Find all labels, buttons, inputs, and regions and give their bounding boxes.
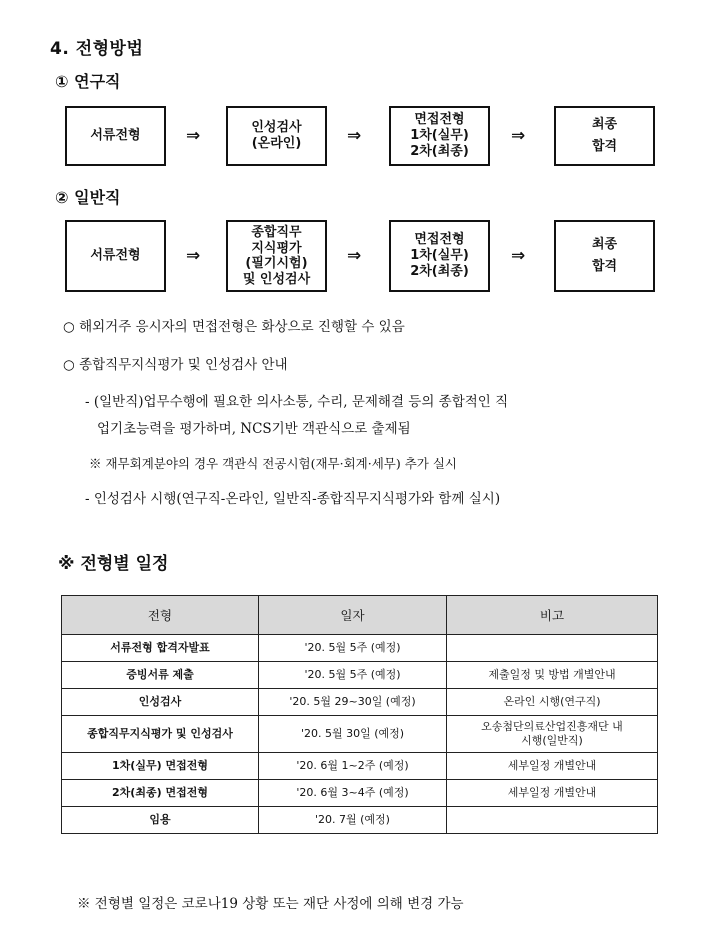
note-cell: 세부일정 개별안내	[447, 780, 658, 807]
note-cell: 세부일정 개별안내	[447, 753, 658, 780]
table-row	[62, 662, 658, 689]
note-cell: 제출일정 및 방법 개별안내	[447, 662, 658, 689]
note-general-desc-1: - (일반직)업무수행에 필요한 의사소통, 수리, 문제해결 등의 종합적인 직	[85, 394, 509, 410]
note-test-guide: ○ 종합직무지식평가 및 인성검사 안내	[63, 357, 288, 373]
arrow-icon: ⇒	[186, 126, 201, 146]
date-cell: '20. 5월 30일 (예정)	[259, 716, 447, 753]
table-row	[62, 780, 658, 807]
research-step-personality: 인성검사 (온라인)	[226, 106, 327, 166]
table-row	[62, 689, 658, 716]
date-cell: '20. 5월 29~30일 (예정)	[259, 689, 447, 716]
arrow-icon: ⇒	[347, 246, 362, 266]
note-finance: ※ 재무회계분야의 경우 객관식 전공시험(재무·회계·세무) 추가 실시	[89, 456, 457, 471]
stage-cell: 인성검사	[62, 689, 259, 716]
general-step-document: 서류전형	[65, 220, 166, 292]
schedule-table	[61, 595, 658, 834]
research-heading: ① 연구직	[55, 72, 121, 91]
date-cell: '20. 5월 5주 (예정)	[259, 662, 447, 689]
stage-cell: 임용	[62, 807, 259, 834]
arrow-icon: ⇒	[511, 126, 526, 146]
research-step-interview: 면접전형 1차(실무) 2차(최종)	[389, 106, 490, 166]
note-general-desc-2: 업기초능력을 평가하며, NCS기반 객관식으로 출제됨	[97, 421, 411, 437]
column-header: 전형	[62, 596, 259, 635]
stage-cell: 2차(최종) 면접전형	[62, 780, 259, 807]
date-cell: '20. 7월 (예정)	[259, 807, 447, 834]
column-header: 일자	[259, 596, 447, 635]
arrow-icon: ⇒	[511, 246, 526, 266]
general-heading: ② 일반직	[55, 188, 121, 207]
table-header-row	[62, 596, 658, 635]
table-row	[62, 807, 658, 834]
section-title: 4. 전형방법	[50, 39, 144, 59]
schedule-footnote: ※ 전형별 일정은 코로나19 상황 또는 재단 사정에 의해 변경 가능	[77, 896, 464, 912]
note-personality: - 인성검사 시행(연구직-온라인, 일반직-종합직무지식평가와 함께 실시)	[85, 491, 501, 507]
column-header: 비고	[447, 596, 658, 635]
table-row	[62, 716, 658, 753]
arrow-icon: ⇒	[347, 126, 362, 146]
note-cell	[447, 635, 658, 662]
date-cell: '20. 5월 5주 (예정)	[259, 635, 447, 662]
note-cell: 오송첨단의료산업진흥재단 내 시행(일반직)	[447, 716, 658, 753]
general-step-written-test: 종합직무 지식평가 (필기시험) 및 인성검사	[226, 220, 327, 292]
stage-cell: 1차(실무) 면접전형	[62, 753, 259, 780]
schedule-heading: ※ 전형별 일정	[58, 554, 169, 574]
stage-cell: 서류전형 합격자발표	[62, 635, 259, 662]
stage-cell: 종합직무지식평가 및 인성검사	[62, 716, 259, 753]
arrow-icon: ⇒	[186, 246, 201, 266]
table-row	[62, 635, 658, 662]
date-cell: '20. 6월 1~2주 (예정)	[259, 753, 447, 780]
research-step-final: 최종 합격	[554, 106, 655, 166]
note-overseas: ○ 해외거주 응시자의 면접전형은 화상으로 진행할 수 있음	[63, 319, 405, 335]
note-cell	[447, 807, 658, 834]
date-cell: '20. 6월 3~4주 (예정)	[259, 780, 447, 807]
general-step-final: 최종 합격	[554, 220, 655, 292]
general-step-interview: 면접전형 1차(실무) 2차(최종)	[389, 220, 490, 292]
note-cell: 온라인 시행(연구직)	[447, 689, 658, 716]
stage-cell: 증빙서류 제출	[62, 662, 259, 689]
table-row	[62, 753, 658, 780]
research-step-document: 서류전형	[65, 106, 166, 166]
